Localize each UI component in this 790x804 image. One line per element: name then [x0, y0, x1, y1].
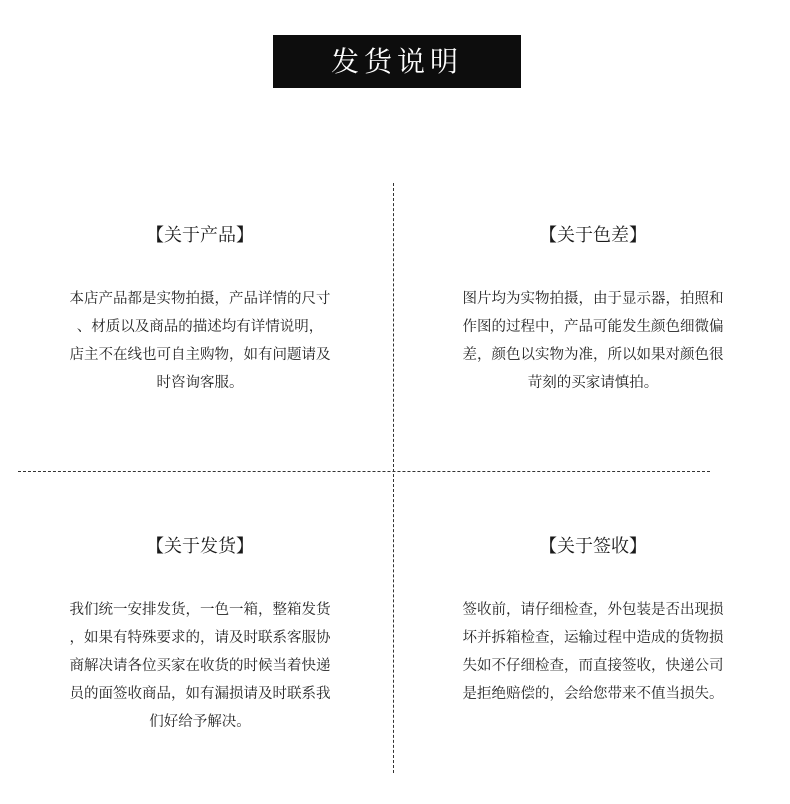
- body-line: 商解决请各位买家在收货的时候当着快递: [69, 658, 331, 674]
- body-line: 作图的过程中，产品可能发生颜色细微偏: [462, 319, 724, 335]
- section-body: [35, 285, 365, 397]
- body-line: 图片均为实物拍摄，由于显示器，拍照和: [462, 291, 724, 307]
- body-line: 失如不仔细检查，而直接签收，快递公司: [462, 658, 724, 674]
- section-heading: 【关于发货】: [146, 536, 254, 557]
- body-line: 时咨询客服。: [156, 375, 244, 391]
- body-line: 是拒绝赔偿的，会给您带来不值当损失。: [462, 686, 724, 702]
- body-line: 坏并拆箱检查，运输过程中造成的货物损: [462, 630, 724, 646]
- body-line: 差，颜色以实物为准，所以如果对颜色很: [462, 347, 724, 363]
- body-line: 本店产品都是实物拍摄，产品详情的尺寸: [69, 291, 331, 307]
- section-heading: 【关于产品】: [146, 225, 254, 246]
- body-line: 员的面签收商品，如有漏损请及时联系我: [69, 686, 331, 702]
- body-line: 苛刻的买家请慎拍。: [527, 375, 659, 391]
- body-line: 们好给予解决。: [149, 714, 251, 730]
- body-line: 、材质以及商品的描述均有详情说明，: [76, 319, 324, 335]
- page-title-banner: [273, 35, 521, 88]
- section-body: [428, 285, 758, 397]
- section-about-product: [35, 227, 365, 397]
- section-body: [428, 596, 758, 708]
- body-line: 店主不在线也可自主购物，如有问题请及: [69, 347, 331, 363]
- page-title: 发货说明: [330, 44, 463, 78]
- section-body: [35, 596, 365, 736]
- body-line: 我们统一安排发货，一色一箱，整箱发货: [69, 602, 331, 618]
- section-about-color-difference: [428, 227, 758, 397]
- section-heading: 【关于签收】: [539, 536, 647, 557]
- section-about-shipping: [35, 538, 365, 736]
- section-heading: 【关于色差】: [539, 225, 647, 246]
- horizontal-divider: [18, 471, 710, 472]
- section-about-signing: [428, 538, 758, 708]
- vertical-divider: [393, 183, 394, 773]
- body-line: ，如果有特殊要求的，请及时联系客服协: [69, 630, 331, 646]
- body-line: 签收前，请仔细检查，外包装是否出现损: [462, 602, 724, 618]
